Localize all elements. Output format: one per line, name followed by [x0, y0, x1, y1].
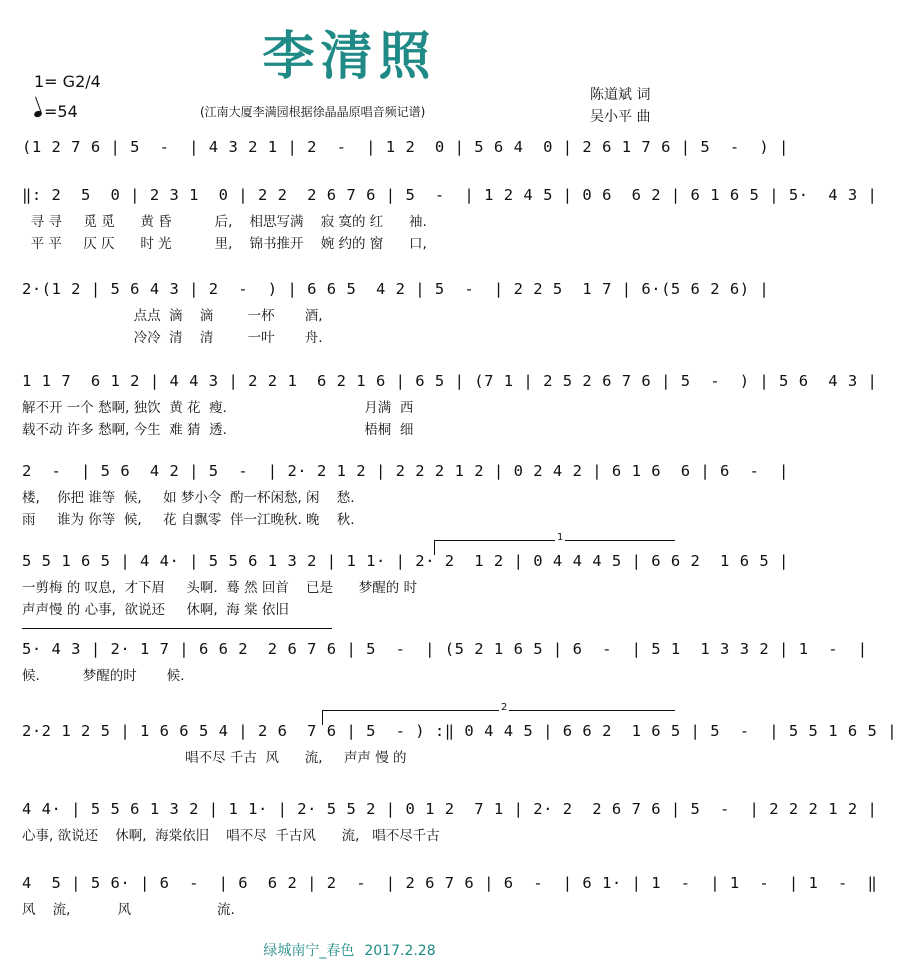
lyrics-verse-1: 点点 滴 滴 一杯 酒,	[22, 308, 323, 324]
lyrics-verse-2: 雨 谁为 你等 候, 花 自飘零 伴一江晚秋. 晚 秋.	[22, 512, 355, 528]
notes: 2·(1 2 | 5 6 4 3 | 2 - ) | 6 6 5 4 2 | 5 - | 2 2 5 1 7 | 6·(5 6 2 6) |	[22, 280, 770, 298]
lyrics-verse-2: 平 平 仄 仄 时 光 里, 锦书推开 婉 约的 窗 口,	[22, 236, 427, 252]
notes: 5· 4 3 | 2· 1 7 | 6 6 2 2 6 7 6 | 5 - | (5 2 1 6 5 | 6 - | 5 1 1 3 3 2 | 1 - |	[22, 640, 868, 658]
score-row-5	[22, 462, 789, 530]
transcription-note: (江南大厦李满园根据徐晶晶原唱音频记谱)	[200, 105, 426, 119]
score-row-10	[22, 874, 878, 920]
tempo-value: =54	[44, 102, 78, 121]
notes: 2·2 1 2 5 | 1 6 6 5 4 | 2 6 7 6 | 5 - ) :‖ 0 4 4 5 | 6 6 2 1 6 5 | 5 - | 5 5 1 6 5 |	[22, 722, 897, 740]
tempo-marking	[34, 102, 78, 121]
score-row-8	[22, 722, 897, 768]
key-signature: 1= G2/4	[34, 72, 101, 91]
lyrics-verse-1: 寻 寻 觅 觅 黄 昏 后, 相思写满 寂 寞的 红 袖.	[22, 214, 427, 230]
lyrics-verse-1: 解不开 一个 愁啊, 独饮 黄 花 瘦. 月满 西	[22, 400, 414, 416]
notes: 5 5 1 6 5 | 4 4· | 5 5 6 1 3 2 | 1 1· | 2· 2 1 2 | 0 4 4 4 5 | 6 6 2 1 6 5 |	[22, 552, 789, 570]
score-row-2	[22, 186, 878, 254]
score-row-7	[22, 640, 868, 686]
lyrics-verse-1: 心事, 欲说还 休啊, 海棠依旧 唱不尽 千古风 流, 唱不尽千古	[22, 828, 440, 844]
lyrics-verse-1: 候. 梦醒的时 候.	[22, 668, 185, 684]
score-row-1	[22, 138, 789, 162]
footer	[0, 940, 699, 960]
lyrics-verse-1: 唱不尽 千古 风 流, 声声 慢 的	[22, 750, 407, 766]
footer-date: 2017.2.28	[364, 943, 436, 959]
lyricist: 陈道斌 词	[590, 87, 651, 103]
notes: 4 4· | 5 5 6 1 3 2 | 1 1· | 2· 5 5 2 | 0 1 2 7 1 | 2· 2 2 6 7 6 | 5 - | 2 2 2 1 2 |	[22, 800, 878, 818]
notes: 4 5 | 5 6· | 6 - | 6 6 2 | 2 - | 2 6 7 6 | 6 - | 6 1· | 1 - | 1 - | 1 - ‖	[22, 874, 878, 892]
score-row-6	[22, 552, 789, 620]
volta-number: 2	[501, 702, 508, 713]
score-row-4	[22, 372, 878, 440]
song-title: 李清照	[262, 26, 437, 87]
notes: (1 2 7 6 | 5 - | 4 3 2 1 | 2 - | 1 2 0 | 5 6 4 0 | 2 6 1 7 6 | 5 - ) |	[22, 138, 789, 156]
score-row-3	[22, 280, 770, 348]
lyrics-verse-2: 冷冷 清 清 一叶 舟.	[22, 330, 323, 346]
quarter-note-icon	[33, 110, 43, 118]
notes: ‖: 2 5 0 | 2 3 1 0 | 2 2 2 6 7 6 | 5 - | 1 2 4 5 | 0 6 6 2 | 6 1 6 5 | 5· 4 3 |	[22, 186, 878, 204]
notes: 1 1 7 6 1 2 | 4 4 3 | 2 2 1 6 2 1 6 | 6 5 | (7 1 | 2 5 2 6 7 6 | 5 - ) | 5 6 4 3 |	[22, 372, 878, 390]
lyrics-verse-1: 风 流, 风 流.	[22, 902, 235, 918]
footer-signature: 绿城南宁_春色	[263, 943, 355, 959]
credits	[590, 84, 650, 128]
composer: 吴小平 曲	[590, 109, 651, 125]
lyrics-verse-1: 一剪梅 的 叹息, 才下眉 头啊. 蓦 然 回首 已是 梦醒的 时	[22, 580, 418, 596]
lyrics-verse-2: 载不动 许多 愁啊, 今生 难 猜 透. 梧桐 细	[22, 422, 414, 438]
notes: 2 - | 5 6 4 2 | 5 - | 2· 2 1 2 | 2 2 2 1 2 | 0 2 4 2 | 6 1 6 6 | 6 - |	[22, 462, 789, 480]
lyrics-verse-1: 楼, 你把 谁等 候, 如 梦小令 酌一杯闲愁, 闲 愁.	[22, 490, 355, 506]
lyrics-verse-2: 声声慢 的 心事, 欲说还 休啊, 海 棠 依旧	[22, 602, 289, 618]
score-row-9	[22, 800, 878, 846]
volta-number: 1	[557, 532, 564, 543]
